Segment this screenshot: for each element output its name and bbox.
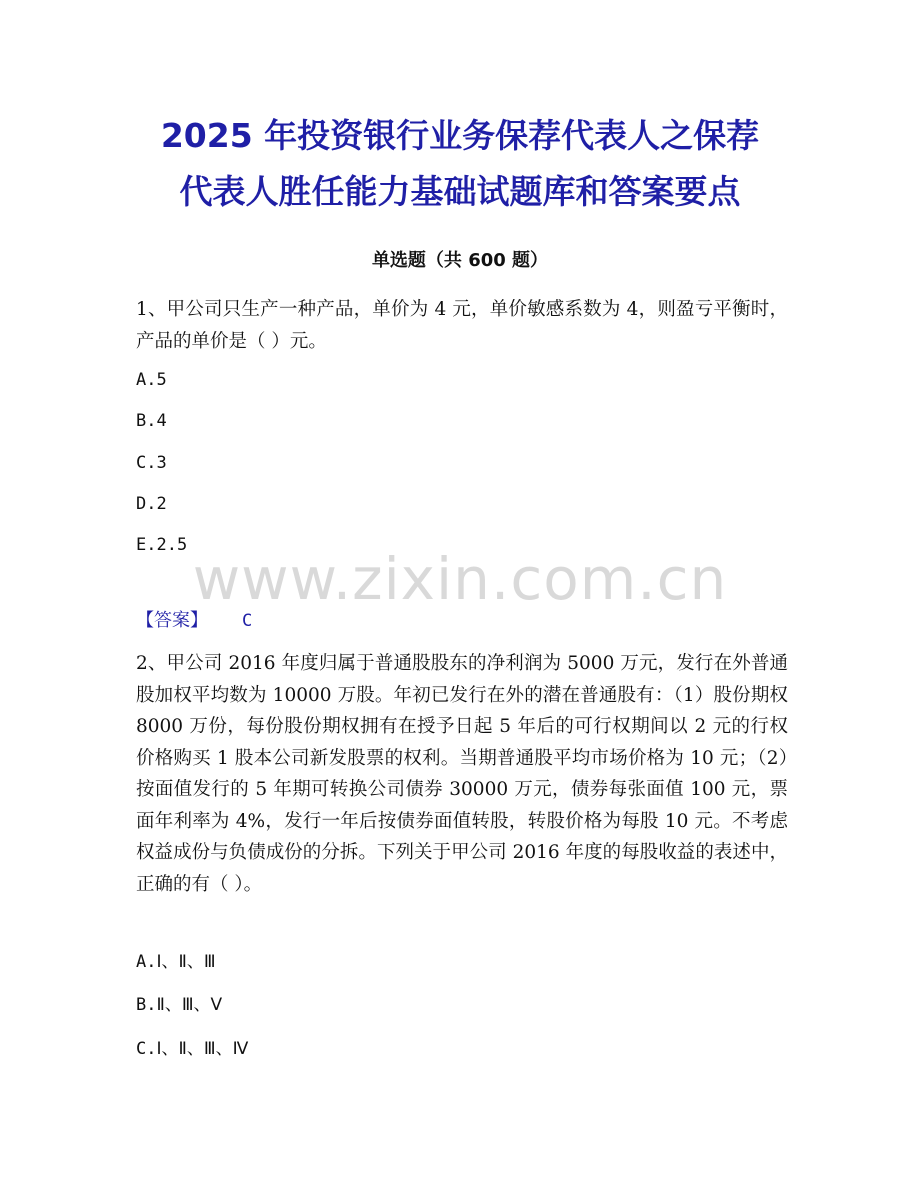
question-1-option-d: D.2 bbox=[136, 494, 167, 514]
question-2-option-b: B.Ⅱ、Ⅲ、Ⅴ bbox=[136, 995, 223, 1015]
question-1-answer bbox=[136, 608, 252, 634]
question-1-text: 1、甲公司只生产一种产品，单价为 4 元，单价敏感系数为 4，则盈亏平衡时，产品的单价是（ ）元。 bbox=[136, 299, 788, 352]
document-title bbox=[60, 108, 860, 220]
watermark: www.zixin.com.cn bbox=[192, 545, 728, 613]
answer-value: C bbox=[242, 611, 253, 631]
question-2-text: 2、甲公司 2016 年度归属于普通股股东的净利润为 5000 万元，发行在外普通股加权平均数为 10000 万股。年初已发行在外的潜在普通股有：（1）股份期权 8000 万份，每份股份期权拥有在授予日起 5 年后的可行权期间以 2 元的行权价格购买 1 股本公司新发股票的权利。当期普通股平均市场价格为 10 元；（2）按面值发行的 5 年期可转换公司债券 30000 万元，债券每张面值 100 元，票面年利率为 4%，发行一年后按债券面值转股，转股价格为每股 10 元。不考虑权益成份与负债成份的分拆。下列关于甲公司 2016 年度的每股收益的表述中，正确的有（ ）。 bbox=[136, 653, 788, 895]
question-2-option-c: C.Ⅰ、Ⅱ、Ⅲ、Ⅳ bbox=[136, 1039, 249, 1059]
answer-label: 【答案】 bbox=[136, 610, 208, 631]
question-2-option-a: A.Ⅰ、Ⅱ、Ⅲ bbox=[136, 952, 216, 972]
section-heading: 单选题（共 600 题） bbox=[371, 250, 549, 271]
question-1-option-e: E.2.5 bbox=[136, 535, 188, 555]
question-1-option-a: A.5 bbox=[136, 370, 167, 390]
question-1-option-b: B.4 bbox=[136, 411, 167, 431]
title-line-2: 代表人胜任能力基础试题库和答案要点 bbox=[179, 172, 741, 211]
question-1-option-c: C.3 bbox=[136, 453, 167, 473]
title-line-1: 2025 年投资银行业务保荐代表人之保荐 bbox=[160, 116, 760, 155]
